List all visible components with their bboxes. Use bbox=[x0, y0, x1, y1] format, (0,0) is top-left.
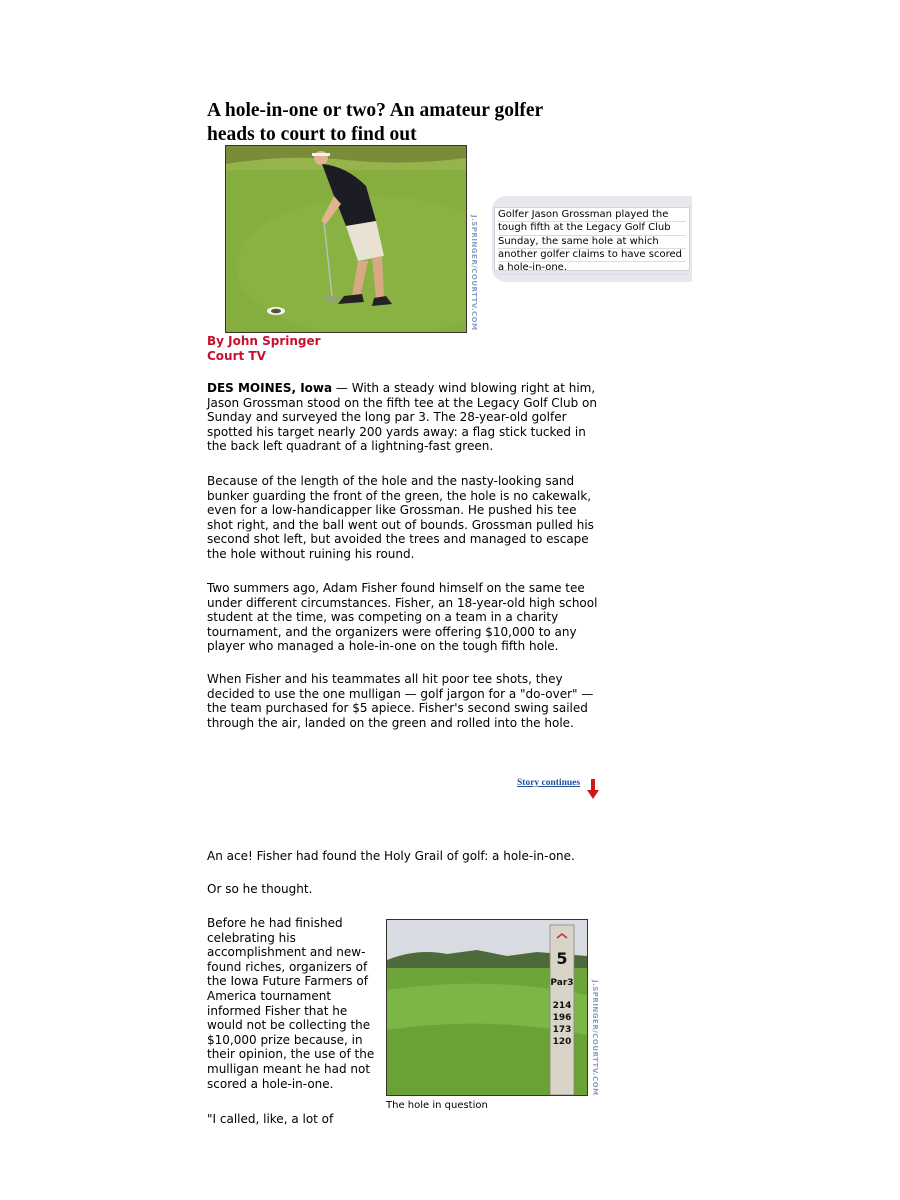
caption-line: tough fifth at the Legacy Golf Club bbox=[498, 222, 686, 235]
tee-marker-illustration bbox=[387, 920, 587, 1095]
paragraph-8: "I called, like, a lot of bbox=[207, 1112, 334, 1126]
arrow-down-icon[interactable] bbox=[587, 779, 599, 799]
photo2-credit: J.SPRINGER/COURTTV.COM bbox=[591, 980, 599, 1096]
golfer-photo bbox=[225, 145, 467, 333]
headline-line-2: heads to court to find out bbox=[207, 124, 417, 145]
paragraph-4: When Fisher and his teammates all hit poor tee shots, they decided to use the one mulligan — golf jargon for a "do-over" — the team purchased for $5 apiece. Fisher's second swing sailed through the air, landed on the green and rolled into the hole. bbox=[207, 672, 594, 730]
caption-line: Golfer Jason Grossman played the bbox=[498, 209, 686, 222]
tee-yardage: 120 bbox=[552, 1037, 572, 1047]
byline-author: By John Springer bbox=[207, 334, 321, 348]
tee-yardage: 196 bbox=[552, 1013, 572, 1023]
paragraph-7: Before he had finished celebrating his accomplishment and new-found riches, organizers of the Iowa Future Farmers of America tournament informed Fisher that he would not be collecting the $10,000 prize because, in their opinion, the use of the mulligan meant he had not scored a hole-in-one. bbox=[207, 916, 375, 1091]
dateline: DES MOINES, Iowa bbox=[207, 381, 333, 395]
caption-line: a hole-in-one. bbox=[498, 262, 686, 275]
tee-yardage: 173 bbox=[552, 1025, 572, 1035]
photo2-caption: The hole in question bbox=[386, 1100, 488, 1111]
caption-line: Sunday, the same hole at which bbox=[498, 236, 686, 249]
tee-marker-photo bbox=[386, 919, 588, 1096]
tee-hole-number: 5 bbox=[556, 949, 568, 968]
caption-line: another golfer claims to have scored bbox=[498, 249, 686, 262]
paragraph-3: Two summers ago, Adam Fisher found himself on the same tee under different circumstances. Fisher, an 18-year-old high school student at the time, was competing on a team in a charity tournament, and the organizers were offering $10,000 to any player who managed a hole-in-one on the tough fifth hole. bbox=[207, 581, 598, 654]
tee-yardage: 214 bbox=[552, 1001, 572, 1011]
paragraph-6: Or so he thought. bbox=[207, 882, 313, 896]
photo1-credit: J.SPRINGER/COURTTV.COM bbox=[470, 215, 478, 331]
paragraph-2: Because of the length of the hole and the nasty-looking sand bunker guarding the front of the green, the hole is no cakewalk, even for a low-handicapper like Grossman. He pushed his tee shot right, and the ball went out of bounds. Grossman pulled his second shot left, but avoided the trees and managed to escape the hole without ruining his round. bbox=[207, 474, 594, 561]
byline bbox=[207, 334, 321, 363]
story-continues-link[interactable]: Story continues bbox=[517, 778, 581, 788]
paragraph-1-text: — With a steady wind blowing right at him, Jason Grossman stood on the fifth tee at the Legacy Golf Club on Sunday and surveyed the long par 3. The 28-year-old golfer spotted his target nearly 200 yards away: a flag stick tucked in the back left quadrant of a lightning-fast green. bbox=[207, 381, 597, 454]
headline-line-1: A hole-in-one or two? An amateur golfer bbox=[207, 100, 544, 121]
byline-outlet: Court TV bbox=[207, 348, 266, 363]
paragraph-1 bbox=[207, 381, 603, 454]
tee-par: Par3 bbox=[550, 978, 574, 988]
paragraph-5: An ace! Fisher had found the Holy Grail of golf: a hole-in-one. bbox=[207, 849, 575, 863]
golfer-illustration bbox=[226, 146, 466, 332]
photo1-caption bbox=[494, 207, 690, 274]
article-headline bbox=[207, 99, 607, 147]
